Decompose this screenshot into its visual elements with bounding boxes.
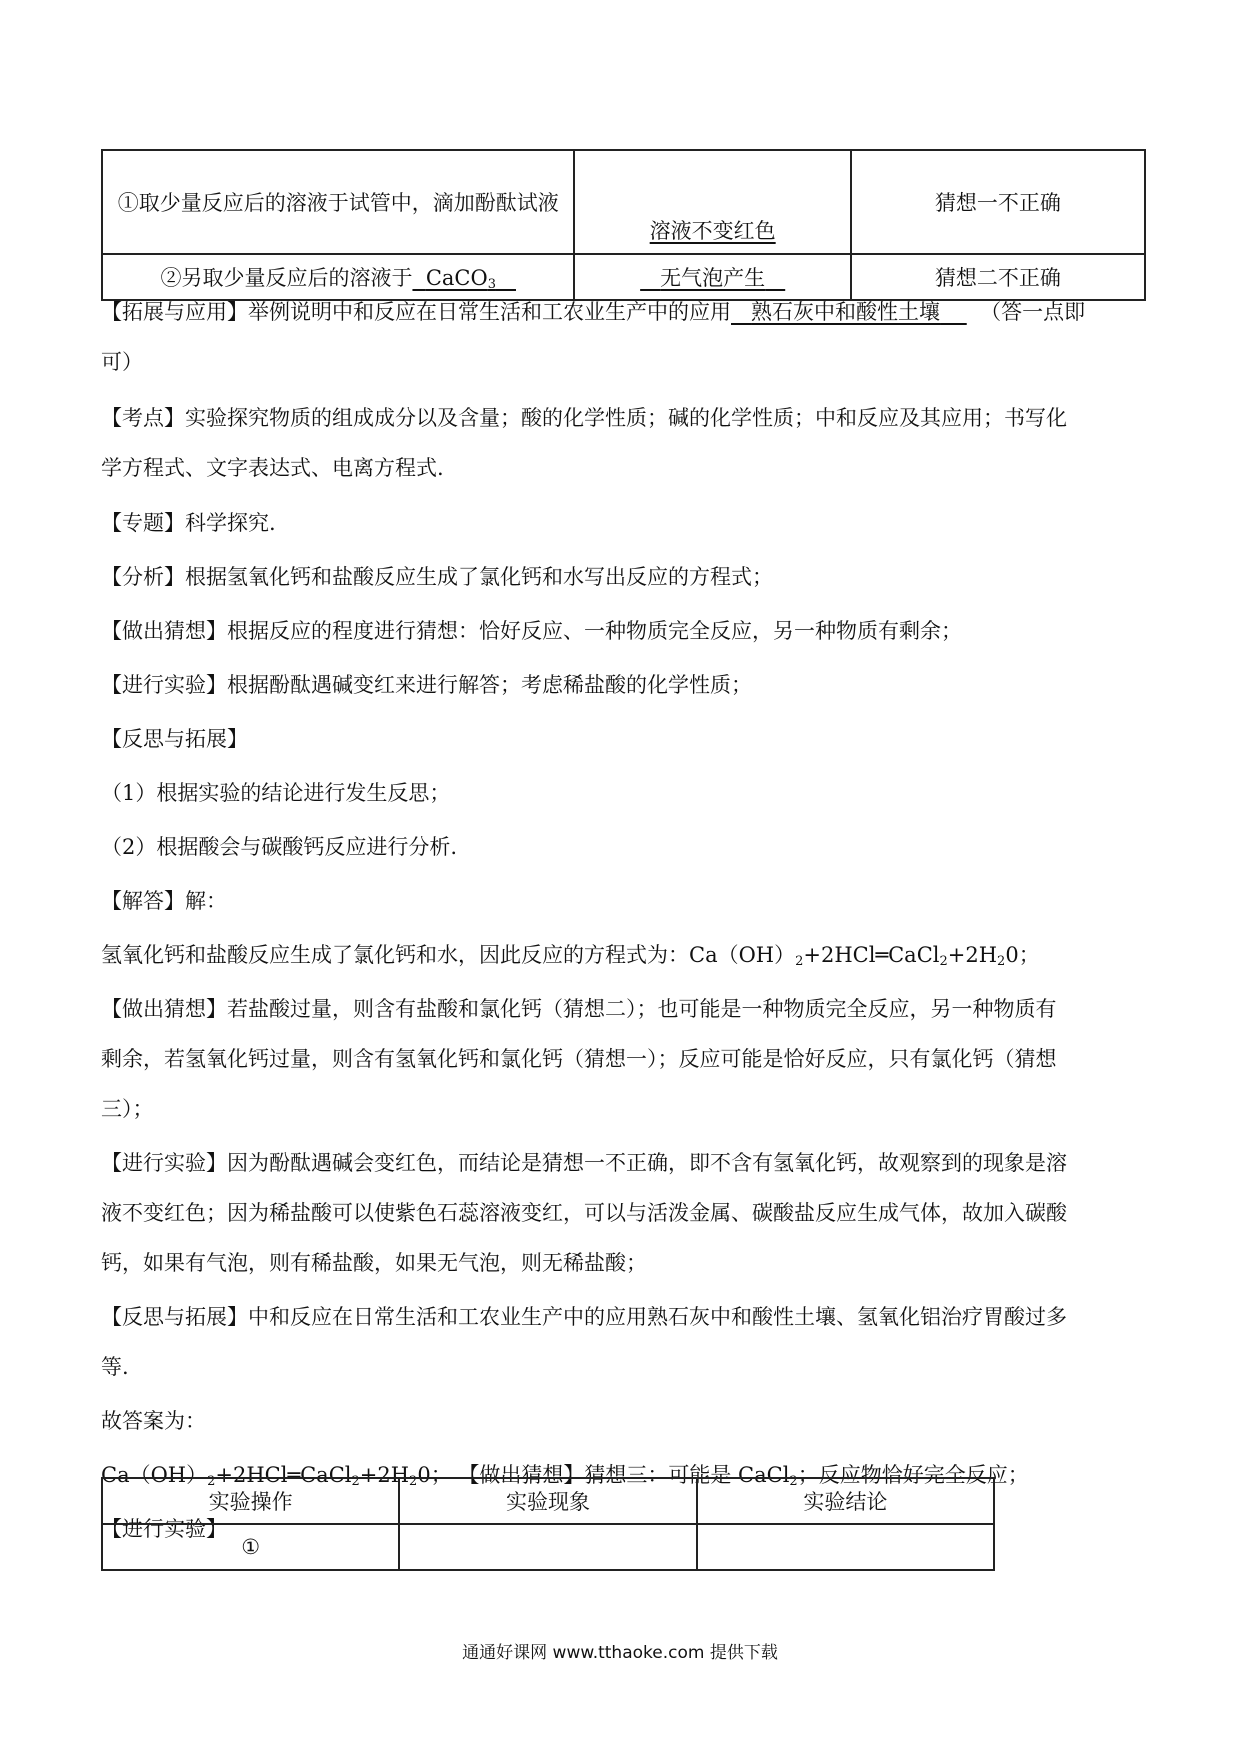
experiment-table-top [101,149,1146,301]
jieda-line: 【解答】解： [101,889,227,913]
fansi-heading: 【反思与拓展】 [101,727,248,751]
exp-line: 钙，如果有气泡，则有稀盐酸，如果无气泡，则无稀盐酸； [101,1251,647,1275]
page-footer: 通通好课网 www.tthaoke.com 提供下载 [462,1643,778,1663]
kaodian-line: 学方程式、文字表达式、电离方程式. [101,456,444,480]
subscript: 2 [409,1474,418,1489]
exp-line: 液不变红色；因为稀盐酸可以使紫色石蕊溶液变红，可以与活泼金属、碳酸盐反应生成气体，故加入碳酸 [101,1201,1067,1225]
zuochu-line: 【做出猜想】根据反应的程度进行猜想：恰好反应、一种物质完全反应，另一种物质有剩余； [101,619,962,643]
table-row [102,1524,994,1570]
subscript: 3 [487,277,496,292]
subscript: 2 [351,1474,360,1489]
experiment-table-bottom [101,1477,995,1571]
exp-line: 【进行实验】因为酚酞遇碱会变红色，而结论是猜想一不正确，即不含有氢氧化钙，故观察到的现象是溶 [101,1151,1067,1175]
zhuanti-line: 【专题】科学探究. [101,511,276,535]
text-span: +2H [359,1463,410,1487]
text-span: 氢氧化钙和盐酸反应生成了氯化钙和水，因此反应的方程式为：Ca（OH） [101,943,796,967]
jinxing-label: 【进行实验】 [101,1517,227,1541]
text-line: 可） [101,350,143,374]
answer-intro: 故答案为： [101,1409,206,1433]
extend-note: （答一点即 [980,300,1086,324]
kaodian-line: 【考点】实验探究物质的组成成分以及含量；酸的化学性质；碱的化学性质；中和反应及其应用；书写化 [101,406,1067,430]
extend-line [101,296,1085,326]
table-row [102,150,1145,254]
fansi-item: （1）根据实验的结论进行发生反思； [101,781,451,805]
subscript: 2 [207,1474,216,1489]
table-cell-conclusion: 猜想二不正确 [851,254,1145,300]
extend-label: 【拓展与应用】举例说明中和反应在日常生活和工农业生产中的应用 [101,300,731,324]
subscript: 2 [939,954,948,969]
text-span: ；反应物恰好完全反应； [797,1463,1029,1487]
table-header-row [102,1478,994,1524]
fill-text: 无气泡产生 [660,266,766,290]
table-row [102,254,1145,300]
guess-line: 剩余，若氢氧化钙过量，则含有氢氧化钙和氯化钙（猜想一）；反应可能是恰好反应，只有氯化钙（猜想 [101,1047,1057,1071]
table-cell: ① [102,1524,399,1570]
text-span: 0； 【做出猜想】猜想三：可能是 CaCl [417,1463,790,1487]
text-span: +2H [947,943,998,967]
table-header-cell: 实验结论 [697,1478,994,1524]
table-cell [399,1524,696,1570]
fill-text: 熟石灰中和酸性土壤 [751,300,941,324]
table-cell-phenomenon [574,254,850,300]
reflect-line: 【反思与拓展】中和反应在日常生活和工农业生产中的应用熟石灰中和酸性土壤、氢氧化铝治疗胃酸过多 [101,1305,1067,1329]
subscript: 2 [997,954,1006,969]
guess-line: 【做出猜想】若盐酸过量，则含有盐酸和氯化钙（猜想二）；也可能是一种物质完全反应，另一种物质有 [101,997,1057,1021]
text-span: 0； [1005,943,1040,967]
fill-answer [412,266,516,290]
text-span: +2HCl═CaCl [215,1463,352,1487]
table-cell-conclusion: 猜想一不正确 [851,150,1145,254]
fenxi-line: 【分析】根据氢氧化钙和盐酸反应生成了氯化钙和水写出反应的方程式； [101,565,773,589]
fill-answer [731,300,967,324]
text-span: Ca（OH） [101,1463,208,1487]
jinxing-line: 【进行实验】根据酚酞遇碱变红来进行解答；考虑稀盐酸的化学性质； [101,673,752,697]
table-header-cell: 实验现象 [399,1478,696,1524]
fill-formula: CaCO [425,266,488,290]
fansi-item: （2）根据酸会与碳酸钙反应进行分析. [101,835,458,859]
fill-answer [640,266,785,290]
table-cell-operation [102,254,574,300]
table-cell [697,1524,994,1570]
subscript: 2 [789,1474,798,1489]
text-span: +2HCl═CaCl [803,943,940,967]
table-cell-phenomenon [574,150,850,254]
guess-line: 三）； [101,1097,154,1121]
fill-answer: 溶液不变红色 [649,219,776,243]
table-cell-operation: ①取少量反应后的溶液于试管中，滴加酚酞试液 [102,150,574,254]
reflect-line: 等. [101,1355,129,1379]
equation-line [101,939,1040,969]
subscript: 2 [795,954,804,969]
table-header-cell: 实验操作 [102,1478,399,1524]
operation-text: ②另取少量反应后的溶液于 [160,266,413,290]
